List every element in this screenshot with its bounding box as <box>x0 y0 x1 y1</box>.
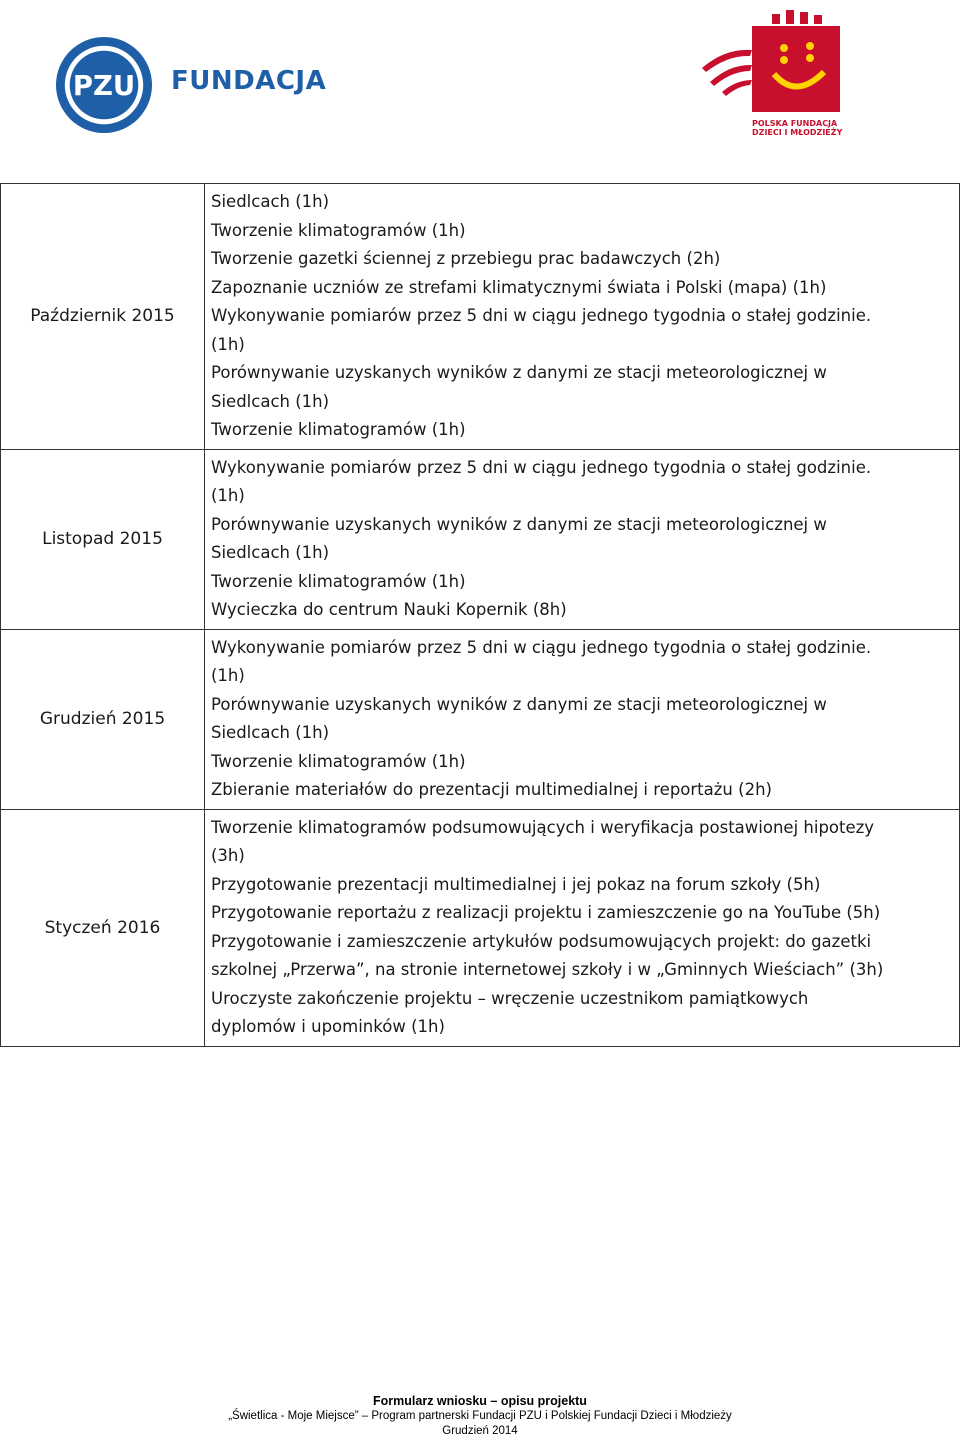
pfdm-logo <box>700 8 850 143</box>
activity-line: Siedlcach (1h) <box>211 543 330 562</box>
pfdm-caption-line1: POLSKA FUNDACJA <box>752 119 838 128</box>
activity-line: Uroczyste zakończenie projektu – wręczenie uczestnikom pamiątkowych <box>211 988 809 1008</box>
pzu-logo-mark: PZU <box>72 70 136 102</box>
activity-line: Tworzenie klimatogramów (1h) <box>211 220 466 240</box>
pfdm-caption <box>752 119 842 137</box>
schedule-table <box>0 183 960 1047</box>
activity-line: Siedlcach (1h) <box>211 723 330 742</box>
activity-line: Wykonywanie pomiarów przez 5 dni w ciągu jednego tygodnia o stałej godzinie. <box>211 457 872 477</box>
activity-line: Siedlcach (1h) <box>211 391 330 411</box>
activity-line: (3h) <box>211 846 245 865</box>
activity-line: Tworzenie klimatogramów (1h) <box>211 420 466 439</box>
activity-line: Tworzenie klimatogramów (1h) <box>211 751 466 771</box>
activity-line: Wycieczka do centrum Nauki Kopernik (8h) <box>211 600 567 619</box>
activities-cell <box>205 449 960 629</box>
table-row <box>1 809 960 1046</box>
month-cell: Grudzień 2015 <box>1 629 205 809</box>
activities-cell <box>205 184 960 450</box>
activity-line: dyplomów i upominków (1h) <box>211 1017 445 1036</box>
month-cell: Październik 2015 <box>1 184 205 450</box>
table-row <box>1 629 960 809</box>
pzu-fundacja-logo <box>55 36 327 136</box>
month-cell: Styczeń 2016 <box>1 809 205 1046</box>
activity-line: (1h) <box>211 486 245 505</box>
activity-line: Porównywanie uzyskanych wyników z danymi ze stacji meteorologicznej w <box>211 694 827 714</box>
activity-line: (1h) <box>211 666 245 685</box>
activity-line: Przygotowanie i zamieszczenie artykułów podsumowujących projekt: do gazetki <box>211 931 872 951</box>
page-footer <box>0 1393 960 1439</box>
activity-line: Wykonywanie pomiarów przez 5 dni w ciągu jednego tygodnia o stałej godzinie. <box>211 306 872 325</box>
activity-line: Porównywanie uzyskanych wyników z danymi ze stacji meteorologicznej w <box>211 363 827 382</box>
footer-date: Grudzień 2014 <box>442 1425 518 1437</box>
footer-title: Formularz wniosku – opisu projektu <box>373 1394 587 1408</box>
table-row <box>1 449 960 629</box>
pfdm-emblem-icon <box>700 8 850 118</box>
activity-line: Zbieranie materiałów do prezentacji multimedialnej i reportażu (2h) <box>211 780 772 799</box>
table-row <box>1 184 960 450</box>
footer-program: „Świetlica - Moje Miejsce” – Program partnerski Fundacji PZU i Polskiej Fundacji Dzieci i Młodzieży <box>228 1410 732 1422</box>
pfdm-caption-line2: DZIECI I MŁODZIEŻY <box>752 128 843 137</box>
activity-line: Przygotowanie prezentacji multimedialnej i jej pokaz na forum szkoły (5h) <box>211 874 821 894</box>
month-cell: Listopad 2015 <box>1 449 205 629</box>
activity-line: Siedlcach (1h) <box>211 192 330 211</box>
activity-line: Tworzenie klimatogramów (1h) <box>211 571 466 591</box>
activity-line: Tworzenie gazetki ściennej z przebiegu prac badawczych (2h) <box>211 249 721 268</box>
activity-line: Porównywanie uzyskanych wyników z danymi ze stacji meteorologicznej w <box>211 514 827 534</box>
activity-line: Tworzenie klimatogramów podsumowujących i weryfikacja postawionej hipotezy <box>211 817 875 837</box>
pzu-emblem-icon <box>55 36 153 134</box>
activity-line: Wykonywanie pomiarów przez 5 dni w ciągu jednego tygodnia o stałej godzinie. <box>211 637 872 657</box>
activities-cell <box>205 809 960 1046</box>
activity-line: (1h) <box>211 334 245 354</box>
activity-line: Przygotowanie reportażu z realizacji projektu i zamieszczenie go na YouTube (5h) <box>211 903 881 922</box>
activity-line: Zapoznanie uczniów ze strefami klimatycznymi świata i Polski (mapa) (1h) <box>211 277 827 297</box>
activities-cell <box>205 629 960 809</box>
activity-line: szkolnej „Przerwa”, na stronie internetowej szkoły i w „Gminnych Wieściach” (3h) <box>211 960 884 979</box>
pzu-brand-text: FUNDACJA <box>171 66 327 96</box>
